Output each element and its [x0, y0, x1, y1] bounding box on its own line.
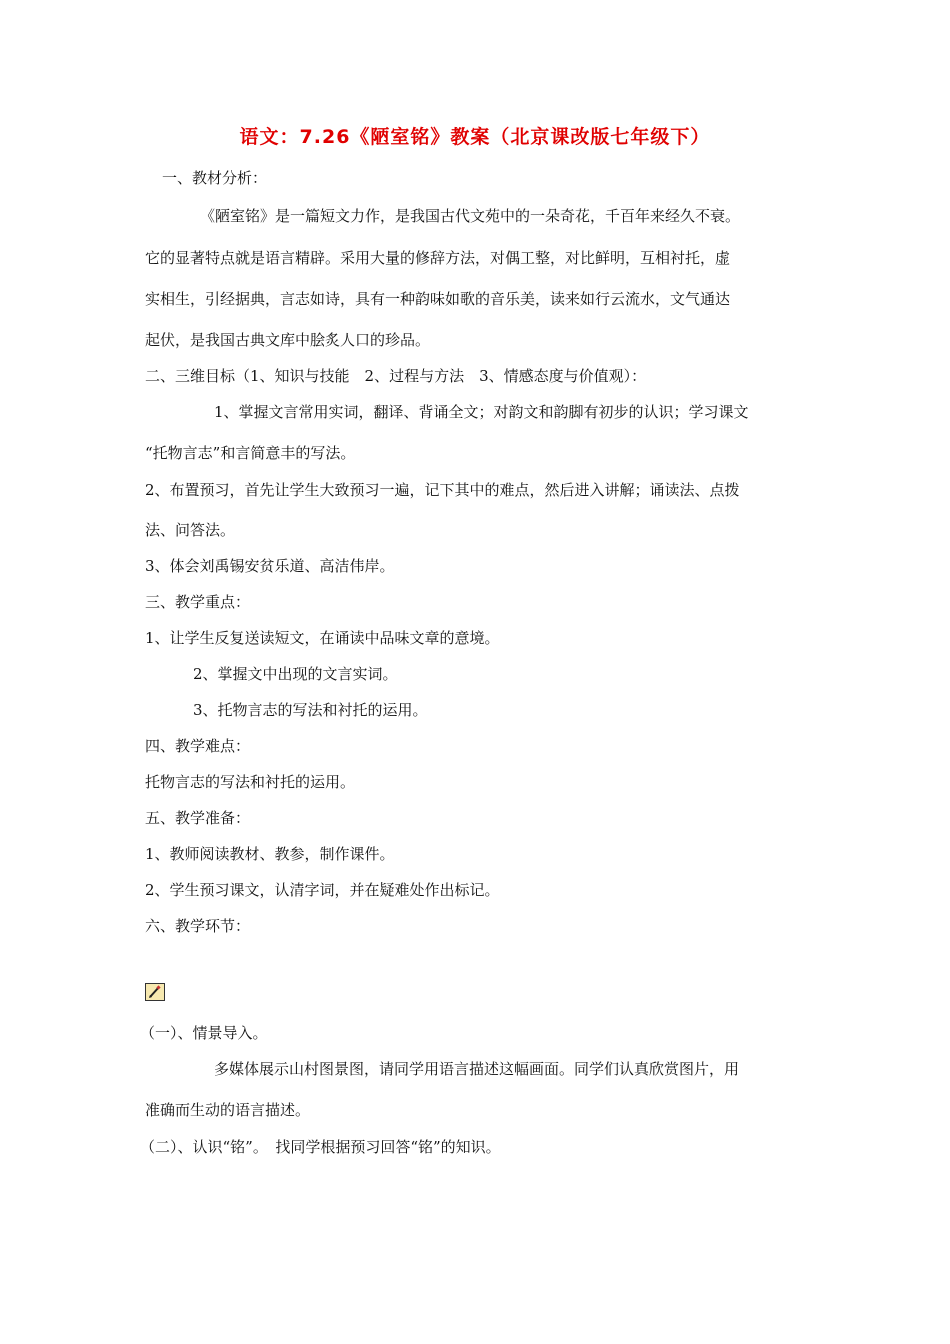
- paragraph-line: 3、体会刘禹锡安贫乐道、高洁伟岸。: [145, 557, 395, 575]
- section-heading-2: 二、三维目标（1、知识与技能 2、过程与方法 3、情感态度与价值观）：: [145, 367, 647, 385]
- paragraph-line: 实相生，引经据典，言志如诗，具有一种韵味如歌的音乐美，读来如行云流水，文气通达: [145, 290, 731, 308]
- paragraph-line: 1、教师阅读教材、教参，制作课件。: [145, 845, 395, 863]
- section-heading-6: 六、教学环节：: [145, 917, 251, 935]
- pencil-note-icon: [145, 983, 165, 1001]
- section-heading-3: 三、教学重点：: [145, 593, 251, 611]
- section-heading-4: 四、教学难点：: [145, 737, 251, 755]
- paragraph-line: 多媒体展示山村图景图，请同学用语言描述这幅画面。同学们认真欣赏图片，用: [214, 1060, 740, 1078]
- paragraph-line: 托物言志的写法和衬托的运用。: [145, 773, 356, 791]
- subsection-heading-1: （一）、情景导入。: [140, 1024, 268, 1042]
- paragraph-line: “托物言志”和言简意丰的写法。: [145, 444, 356, 462]
- paragraph-line: 2、掌握文中出现的文言实词。: [193, 665, 398, 683]
- paragraph-line: 1、掌握文言常用实词，翻译、背诵全文；对韵文和韵脚有初步的认识；学习课文: [214, 403, 749, 421]
- paragraph-line: 它的显著特点就是语言精辟。采用大量的修辞方法，对偶工整，对比鲜明，互相衬托，虚: [145, 249, 731, 267]
- subsection-heading-2: （二）、认识“铭”。 找同学根据预习回答“铭”的知识。: [140, 1138, 501, 1156]
- section-heading-1: 一、教材分析：: [162, 169, 268, 187]
- paragraph-line: 起伏，是我国古典文库中脍炙人口的珍品。: [145, 331, 431, 349]
- paragraph-line: 1、让学生反复送读短文，在诵读中品味文章的意境。: [145, 629, 500, 647]
- paragraph-line: 准确而生动的语言描述。: [145, 1101, 311, 1119]
- paragraph-line: 《陋室铭》是一篇短文力作，是我国古代文苑中的一朵奇花，千百年来经久不衰。: [200, 207, 741, 225]
- paragraph-line: 2、布置预习，首先让学生大致预习一遍，记下其中的难点，然后进入讲解；诵读法、点拨: [145, 481, 740, 499]
- document-title: 语文：7.26《陋室铭》教案（北京课改版七年级下）: [239, 126, 711, 148]
- paragraph-line: 法、问答法。: [145, 521, 236, 539]
- paragraph-line: 2、学生预习课文，认清字词，并在疑难处作出标记。: [145, 881, 500, 899]
- paragraph-line: 3、托物言志的写法和衬托的运用。: [193, 701, 428, 719]
- section-heading-5: 五、教学准备：: [145, 809, 251, 827]
